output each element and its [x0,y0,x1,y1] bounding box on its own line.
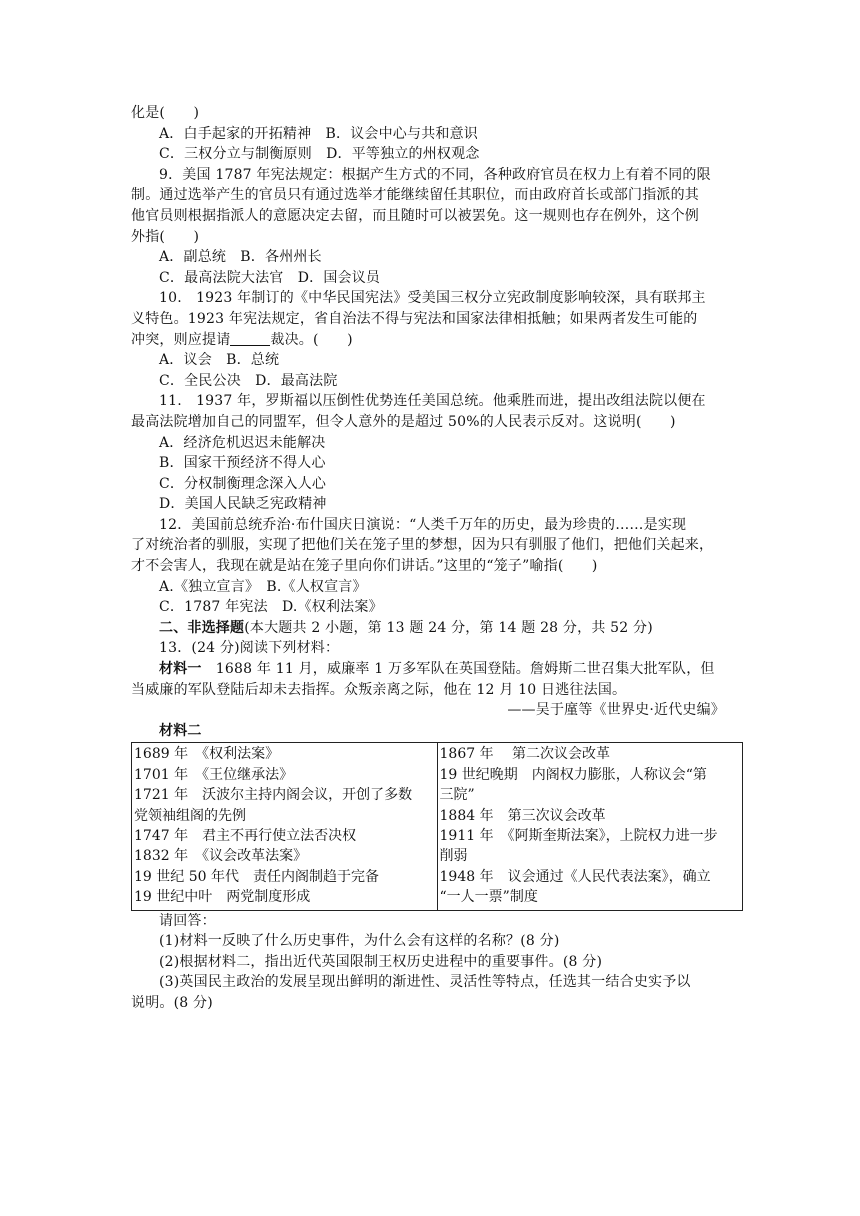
text-line: A．副总统 B．各州州长 [159,249,322,266]
material1-line1 [131,659,741,680]
text-line: A．白手起家的开拓精神 B．议会中心与共和意识 [159,125,478,142]
text-line: 外指( ) [131,228,200,245]
text-line: C．最高法院大法官 D．国会议员 [159,269,381,286]
material1-text: 1688 年 11 月，威廉率 1 万多军队在英国登陆。詹姆斯二世召集大批军队，但 [201,661,715,678]
timeline-entry: 1689 年 《权利法案》 [134,746,280,763]
timeline-entry: 党领袖组阁的先例 [134,807,246,824]
timeline-entry: 19 世纪 50 年代 责任内阁制趋于完备 [134,868,379,885]
q13-intro: 13．(24 分)阅读下列材料： [159,640,340,657]
text-line: A．经济危机迟迟未能解决 [159,434,326,451]
material2-label: 材料二 [159,722,202,739]
text-line: C．三权分立与制衡原则 D．平等独立的州权观念 [159,146,480,163]
timeline-entry: 削弱 [439,848,468,865]
text-line: C．分权制衡理念深入人心 [159,475,327,492]
timeline-entry: 三院” [439,787,475,804]
timeline-entry: 1832 年 《议会改革法案》 [134,848,308,865]
section-title: 二、非选择题 [159,619,245,636]
timeline-entry: “一人一票”制度 [439,889,538,906]
material1-source: ——吴于廑等《世界史·近代史编》 [507,702,725,719]
sub-question: (1)材料一反映了什么历史事件，为什么会有这样的名称？(8 分) [159,933,560,950]
text-line: A.《独立宣言》 B.《人权宣言》 [159,578,367,595]
text-line: 了对统治者的驯服，实现了把他们关在笼子里的梦想，因为只有驯服了他们，把他们关起来， [131,537,714,554]
material2-table [131,742,743,910]
fill-blank [230,331,270,346]
question-block-top [131,103,741,330]
timeline-entry: 1911 年 《阿斯奎斯法案》，上院权力进一步 [439,827,718,844]
section-note: (本大题共 2 小题，第 13 题 24 分，第 14 题 28 分，共 52 分) [244,619,653,636]
text-line: C．全民公决 D．最高法院 [159,372,338,389]
text-line: 化是( ) [131,105,200,121]
text-line: 12．美国前总统乔治·布什国庆日演说：“人类千万年的历史，最为珍贵的……是实现 [159,516,687,533]
sub-question: (3)英国民主政治的发展呈现出鲜明的渐进性、灵活性等特点，任选其一结合史实予以 [159,974,691,991]
material1-label: 材料一 [159,661,202,678]
text-line: B．国家干预经济不得人心 [159,455,326,472]
q10-stem-text-end: 裁决。( ) [270,331,353,348]
text-line: 9．美国 1787 年宪法规定：根据产生方式的不同，各种政府官员在权力上有着不同的限 [159,166,711,183]
page-content [131,103,741,1014]
text-line: D．美国人民缺乏宪政精神 [159,496,327,513]
material2-left-column [132,743,438,910]
text-line: C．1787 年宪法 D.《权利法案》 [159,599,383,616]
question3-continuation: 说明。(8 分) [131,994,213,1011]
text-line: 10. 1923 年制订的《中华民国宪法》受美国三权分立宪政制度影响较深，具有联邦主 [159,290,706,307]
sub-questions [131,931,741,993]
text-line: 11. 1937 年，罗斯福以压倒性优势连任美国总统。他乘胜而进，提出改组法院以便在 [159,393,706,410]
text-line: 才不会害人，我现在就是站在笼子里向你们讲话。”这里的“笼子”喻指( ) [131,558,598,575]
section-heading [131,618,741,639]
timeline-entry: 19 世纪晚期 内阁权力膨胀，人称议会“第 [439,766,707,783]
timeline-entry: 1701 年 《王位继承法》 [134,766,294,783]
text-line: 制。通过选举产生的官员只有通过选举才能继续留任其职位，而由政府首长或部门指派的其 [131,187,699,204]
timeline-entry: 19 世纪中叶 两党制度形成 [134,889,311,906]
sub-question: (2)根据材料二，指出近代英国限制王权历史进程中的重要事件。(8 分) [159,953,603,970]
q10-stem-text: 冲突，则应提请 [131,331,231,348]
timeline-entry: 1948 年 议会通过《人民代表法案》，确立 [439,868,711,885]
text-line: A．议会 B．总统 [159,352,280,369]
text-line: 最高法院增加自己的同盟军，但令人意外的是超过 50%的人民表示反对。这说明( ) [131,413,676,430]
timeline-entry: 1721 年 沃波尔主持内阁会议，开创了多数 [134,787,413,804]
timeline-entry: 1867 年 第二次议会改革 [439,746,611,763]
material1-line2: 当威廉的军队登陆后却未去指挥。众叛亲离之际，他在 12 月 10 日逃往法国。 [131,681,627,698]
text-line: 他官员则根据指派人的意愿决定去留，而且随时可以被罢免。这一规则也存在例外，这个例 [131,207,699,224]
timeline-entry: 1747 年 君主不再行使立法否决权 [134,827,357,844]
q10-stem-line [131,330,741,351]
answer-intro: 请回答： [159,912,216,929]
text-line: 义特色。1923 年宪法规定，省自治法不得与宪法和国家法律相抵触；如果两者发生可能的 [131,310,698,327]
timeline-entry: 1884 年 第三次议会改革 [439,807,606,824]
material2-right-column [437,743,743,910]
question-block-mid [131,350,741,618]
